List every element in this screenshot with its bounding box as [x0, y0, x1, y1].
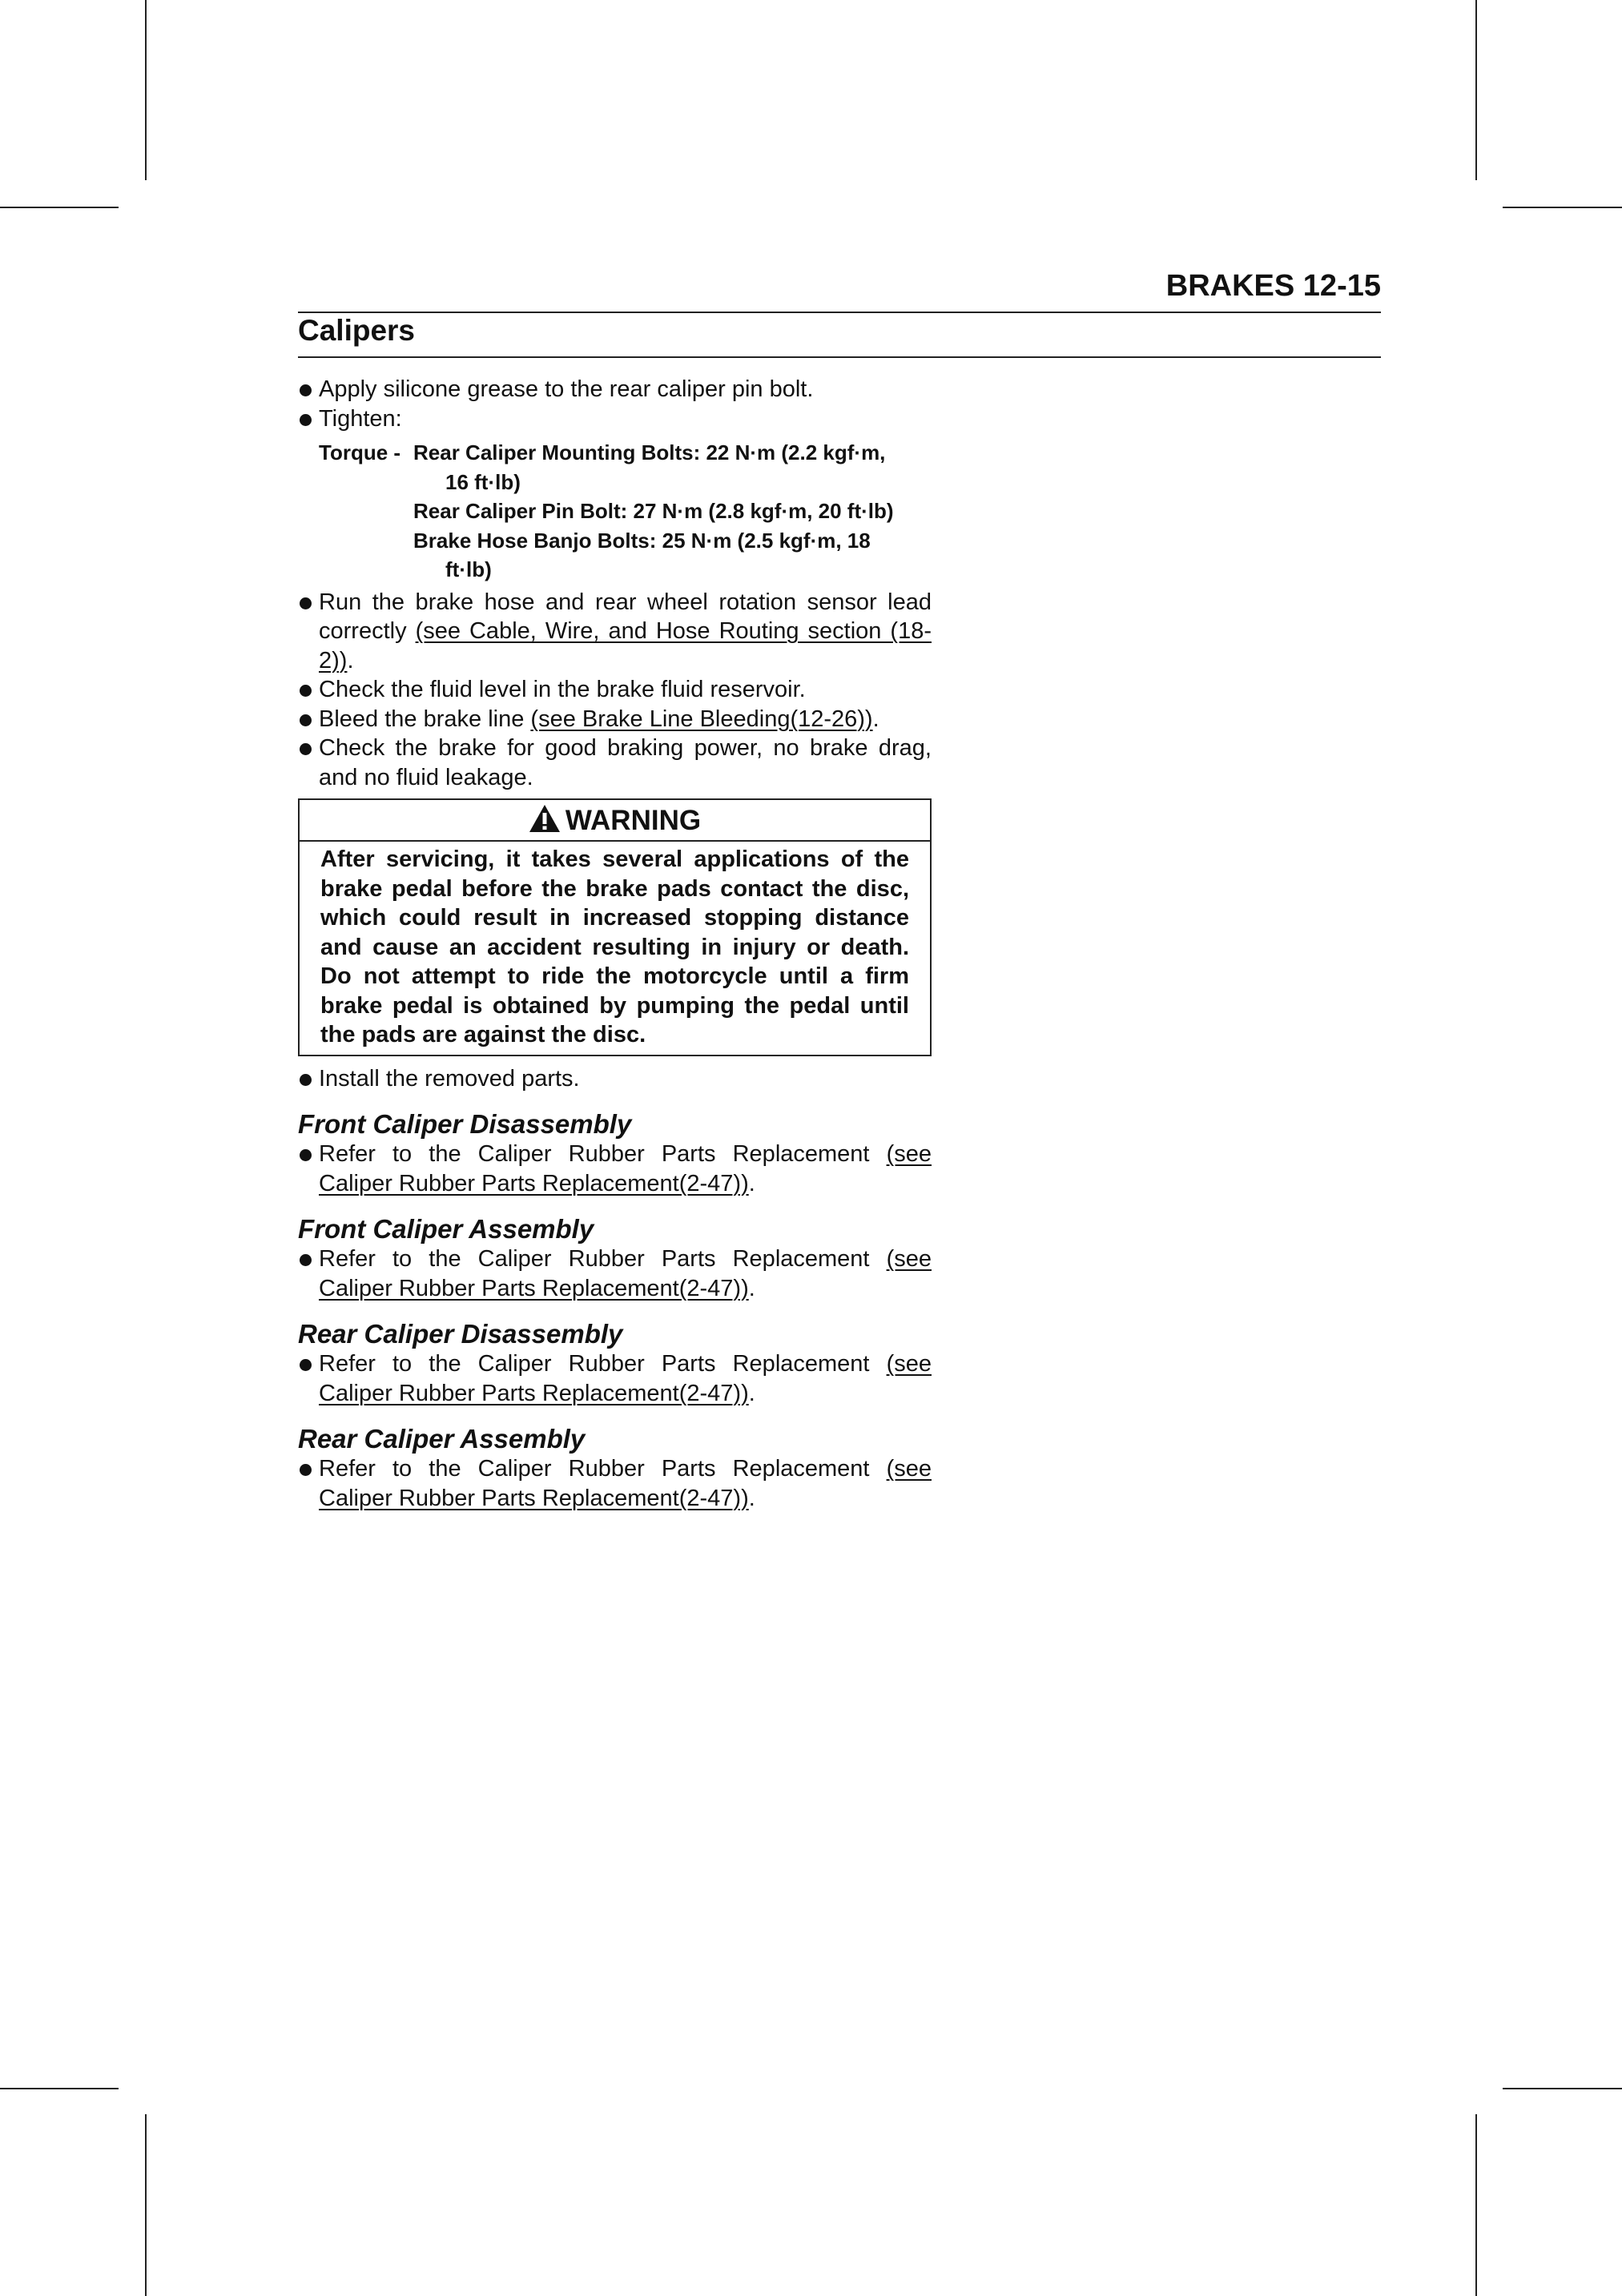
step-refer	[298, 1140, 932, 1198]
step-check-fluid	[298, 675, 932, 705]
crop-mark	[0, 2088, 119, 2089]
crop-mark	[1475, 2114, 1477, 2296]
step-refer	[298, 1454, 932, 1513]
step-text: Refer to the Caliper Rubber Parts Replacement	[319, 1246, 887, 1272]
step-text: Refer to the Caliper Rubber Parts Replacement	[319, 1456, 887, 1482]
step-text: Tighten:	[319, 405, 402, 432]
step-text: .	[748, 1485, 755, 1511]
step-text: .	[748, 1170, 755, 1196]
rubber-parts-link[interactable]: (see Caliper Rubber Parts Replacement(2-47))	[319, 1351, 932, 1406]
torque-line-cont: ft·lb)	[445, 557, 492, 581]
step-text: Apply silicone grease to the rear caliper pin bolt.	[319, 376, 814, 402]
torque-value: Rear Caliper Mounting Bolts: 22 N·m (2.2 kgf·m,	[413, 440, 886, 464]
step-text: .	[748, 1380, 755, 1406]
page-header: BRAKES 12-15	[1165, 269, 1381, 303]
step-route-hose	[298, 588, 932, 676]
torque-line-mounting-bolts	[319, 438, 932, 468]
crop-mark	[1503, 207, 1622, 208]
step-text: .	[872, 706, 879, 732]
step-text: Check the brake for good braking power, no brake drag, and no fluid leakage.	[319, 735, 932, 790]
step-text: Run the brake hose and rear wheel rotation sensor lead correctly	[319, 589, 932, 644]
crop-mark	[1503, 2088, 1622, 2089]
warning-title: WARNING	[565, 805, 702, 836]
main-column	[298, 375, 932, 1513]
rubber-parts-link[interactable]: (see Caliper Rubber Parts Replacement(2-47))	[319, 1141, 932, 1196]
subheading-rear-assembly: Rear Caliper Assembly	[298, 1424, 586, 1454]
step-text: .	[347, 647, 354, 674]
crop-mark	[145, 2114, 147, 2296]
rubber-parts-link[interactable]: (see Caliper Rubber Parts Replacement(2-47))	[319, 1246, 932, 1301]
step-install	[298, 1064, 932, 1094]
subheading-front-assembly: Front Caliper Assembly	[298, 1214, 594, 1244]
crop-mark	[1475, 0, 1477, 180]
torque-label: Torque -	[319, 440, 401, 464]
step-grease	[298, 375, 932, 404]
step-text: Refer to the Caliper Rubber Parts Replacement	[319, 1351, 887, 1377]
step-text: Bleed the brake line	[319, 706, 531, 732]
torque-spec	[298, 438, 932, 585]
step-refer	[298, 1245, 932, 1303]
step-check-brake	[298, 734, 932, 792]
warning-body: After servicing, it takes several applications of the brake pedal before the brake pads contact the disc, which could result in increased stopping distance and cause an accident resulting in injury or death. Do not attempt to ride the motorcycle until a firm brake pedal is obtained by pumping the pedal until the pads are against the disc.	[320, 846, 909, 1047]
step-bleed	[298, 705, 932, 734]
step-text: Refer to the Caliper Rubber Parts Replacement	[319, 1141, 887, 1167]
step-text: Check the fluid level in the brake fluid reservoir.	[319, 677, 806, 702]
torque-line-banjo-bolts: Brake Hose Banjo Bolts: 25 N·m (2.5 kgf·m, 18	[413, 528, 871, 553]
warning-header	[300, 800, 930, 842]
bleeding-link[interactable]: (see Brake Line Bleeding(12-26))	[530, 706, 873, 732]
step-refer	[298, 1349, 932, 1408]
subheading-front-disassembly: Front Caliper Disassembly	[298, 1109, 632, 1139]
section-title: Calipers	[298, 314, 416, 347]
torque-line-pin-bolt: Rear Caliper Pin Bolt: 27 N·m (2.8 kgf·m, 20 ft·lb)	[413, 499, 894, 523]
step-tighten	[298, 404, 932, 434]
warning-triangle-icon	[529, 803, 561, 845]
routing-link[interactable]: (see Cable, Wire, and Hose Routing section (18-2))	[319, 618, 932, 674]
step-text: .	[748, 1275, 755, 1301]
torque-line-cont: 16 ft·lb)	[445, 469, 521, 494]
step-text: Install the removed parts.	[319, 1065, 580, 1092]
rubber-parts-link[interactable]: (see Caliper Rubber Parts Replacement(2-47))	[319, 1456, 932, 1511]
section-rule	[298, 356, 1381, 358]
crop-mark	[145, 0, 147, 180]
crop-mark	[0, 207, 119, 208]
subheading-rear-disassembly: Rear Caliper Disassembly	[298, 1319, 623, 1349]
warning-box	[298, 798, 932, 1056]
header-rule	[298, 312, 1381, 313]
